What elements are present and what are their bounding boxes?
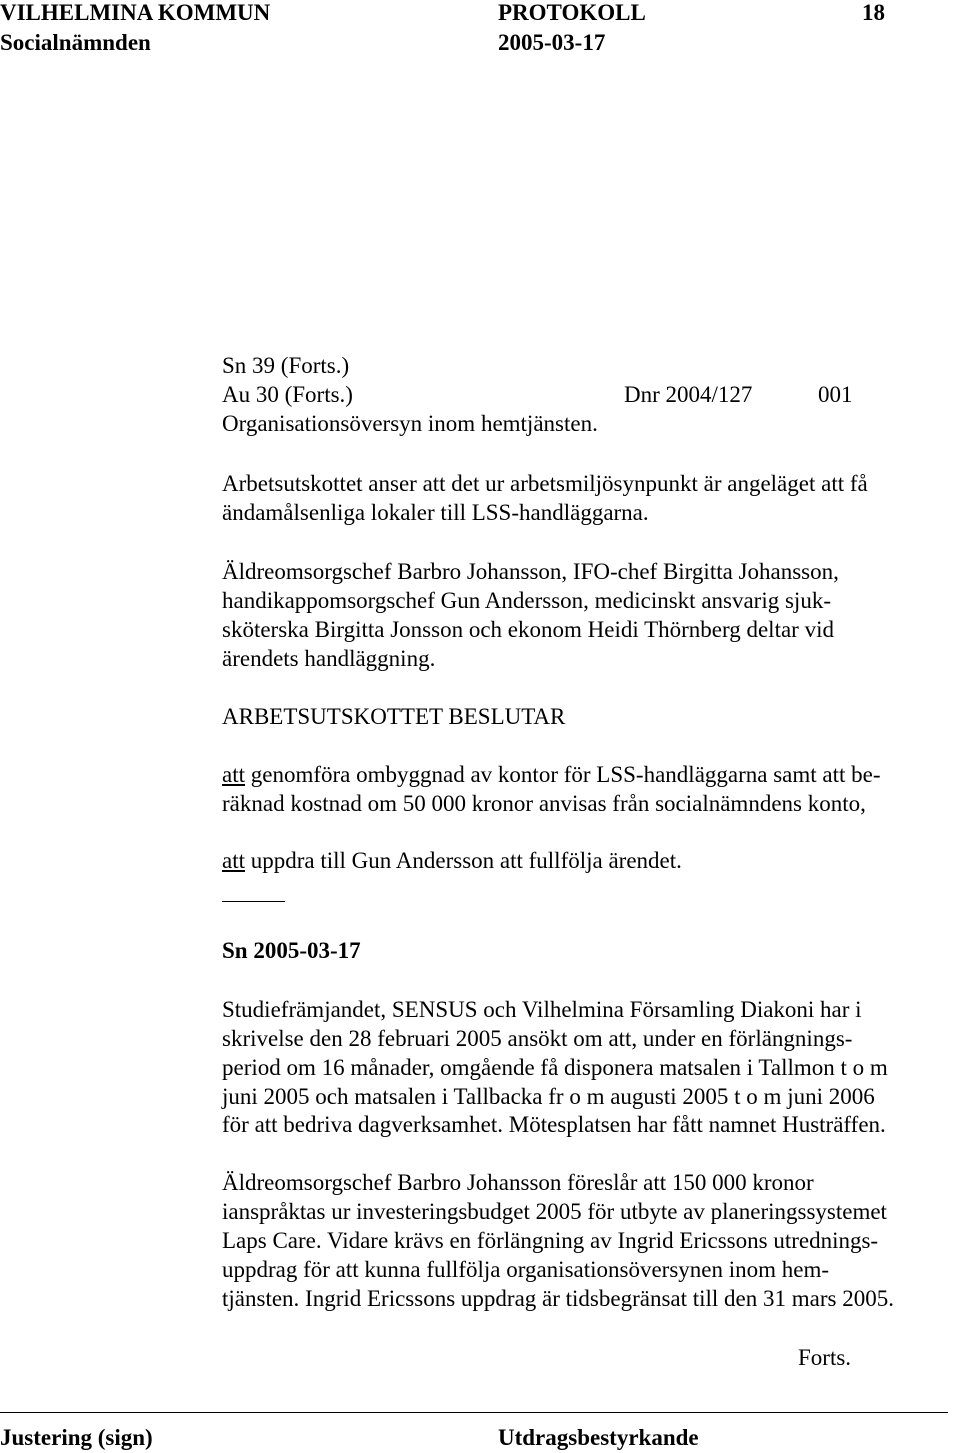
reference-au: Au 30 (Forts.)	[222, 382, 353, 407]
decision-att-keyword: att	[222, 848, 245, 873]
decision-att-keyword: att	[222, 762, 245, 787]
justering-label: Justering (sign)	[0, 1425, 153, 1450]
paragraph-line: Laps Care. Vidare krävs en förlängning av Ingrid Ericssons utrednings-	[222, 1228, 879, 1253]
section-heading: Sn 2005-03-17	[222, 938, 361, 963]
decision-text: genomföra ombyggnad av kontor för LSS-handläggarna samt att be-	[245, 762, 881, 787]
meeting-date: 2005-03-17	[498, 30, 606, 55]
decision-heading: ARBETSUTSKOTTET BESLUTAR	[222, 704, 566, 729]
municipality-name: VILHELMINA KOMMUN	[0, 0, 271, 25]
reference-sn: Sn 39 (Forts.)	[222, 353, 350, 378]
section-separator	[222, 901, 285, 902]
paragraph-line: för att bedriva dagverksamhet. Mötesplatsen har fått namnet Husträffen.	[222, 1112, 886, 1137]
paragraph-line: sköterska Birgitta Jonsson och ekonom Heidi Thörnberg deltar vid	[222, 617, 834, 642]
dnr-number: Dnr 2004/127	[624, 382, 753, 407]
paragraph-line: Studiefrämjandet, SENSUS och Vilhelmina Församling Diakoni har i	[222, 997, 862, 1022]
utdrag-label: Utdragsbestyrkande	[498, 1425, 699, 1450]
decision-item-2	[222, 846, 682, 875]
paragraph-line: ärendets handläggning.	[222, 646, 436, 671]
paragraph-line: uppdrag för att kunna fullfölja organisationsöversynen inom hem-	[222, 1257, 830, 1282]
paragraph-line: tjänsten. Ingrid Ericssons uppdrag är tidsbegränsat till den 31 mars 2005.	[222, 1286, 894, 1311]
paragraph-line: handikappomsorgschef Gun Andersson, medicinskt ansvarig sjuk-	[222, 588, 831, 613]
paragraph-line: period om 16 månader, omgående få disponera matsalen i Tallmon t o m	[222, 1055, 888, 1080]
document-type: PROTOKOLL	[498, 0, 646, 25]
decision-item-1	[222, 760, 881, 789]
paragraph-line: Arbetsutskottet anser att det ur arbetsmiljösynpunkt är angeläget att få	[222, 471, 868, 496]
committee-name: Socialnämnden	[0, 30, 151, 55]
paragraph-line: ändamålsenliga lokaler till LSS-handläggarna.	[222, 500, 649, 525]
decision-text: uppdra till Gun Andersson att fullfölja ärendet.	[245, 848, 682, 873]
dnr-code: 001	[818, 382, 853, 407]
footer-rule	[0, 1412, 948, 1413]
paragraph-line: ianspråktas ur investeringsbudget 2005 för utbyte av planeringssystemet	[222, 1199, 887, 1224]
paragraph-line: Äldreomsorgschef Barbro Johansson föreslår att 150 000 kronor	[222, 1170, 814, 1195]
page-number: 18	[862, 0, 885, 25]
paragraph-line: juni 2005 och matsalen i Tallbacka fr o m augusti 2005 t o m juni 2006	[222, 1084, 875, 1109]
subject-line: Organisationsöversyn inom hemtjänsten.	[222, 411, 598, 436]
continued-marker: Forts.	[798, 1345, 852, 1370]
paragraph-line: skrivelse den 28 februari 2005 ansökt om att, under en förlängnings-	[222, 1026, 853, 1051]
paragraph-line: Äldreomsorgschef Barbro Johansson, IFO-chef Birgitta Johansson,	[222, 559, 839, 584]
decision-text-continued: räknad kostnad om 50 000 kronor anvisas från socialnämndens konto,	[222, 791, 866, 816]
